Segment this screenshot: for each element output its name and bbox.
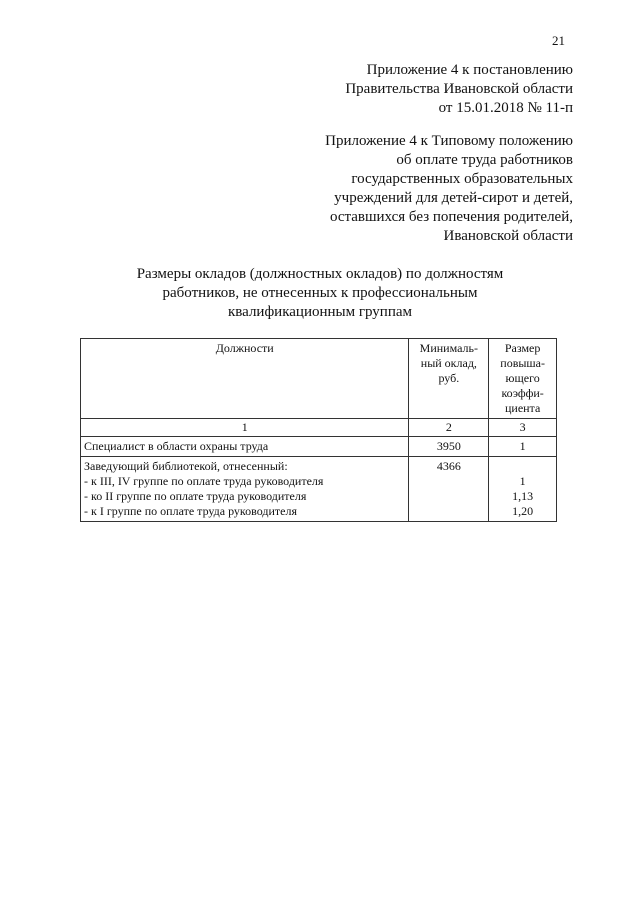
column-number: 3: [489, 419, 557, 437]
appendix-line: от 15.01.2018 № 11-п: [438, 100, 573, 116]
salary-cell: 4366: [409, 457, 489, 522]
appendix-line: об оплате труда работников: [396, 152, 573, 168]
header-coefficient-line: ющего: [505, 371, 540, 385]
position-line: - ко II группе по оплате труда руководителя: [84, 489, 307, 503]
appendix-resolution-note: [345, 61, 573, 118]
page-number: 21: [552, 33, 565, 48]
header-salary: [409, 339, 489, 419]
header-coefficient-line: циента: [504, 401, 541, 415]
appendix-line: Приложение 4 к постановлению: [366, 62, 573, 78]
header-salary-line: Минималь-: [419, 341, 479, 355]
appendix-line: Приложение 4 к Типовому положению: [325, 133, 573, 149]
table-header-row: [81, 339, 557, 419]
title-line: квалификационным группам: [227, 304, 413, 320]
salary-table: [80, 338, 557, 522]
header-coefficient-line: Размер: [504, 341, 541, 355]
appendix-line: Правительства Ивановской области: [345, 81, 573, 97]
position-line: - к III, IV группе по оплате труда руководителя: [84, 474, 324, 488]
title-line: работников, не отнесенных к профессиональным: [162, 285, 478, 301]
coefficient-cell: [489, 457, 557, 522]
appendix-line: учреждений для детей-сирот и детей,: [334, 190, 573, 206]
position-line: Заведующий библиотекой, отнесенный:: [84, 459, 288, 473]
coefficient-line: 1: [519, 474, 526, 488]
appendix-regulation-note: [325, 132, 573, 246]
coefficient-line: [492, 459, 553, 474]
column-number: 2: [409, 419, 489, 437]
table-row: [81, 457, 557, 522]
position-cell: [81, 457, 409, 522]
header-position: Должности: [81, 339, 409, 419]
title-line: Размеры окладов (должностных окладов) по должностям: [136, 266, 504, 282]
coefficient-line: 1,13: [512, 489, 534, 503]
position-cell: Специалист в области охраны труда: [81, 437, 409, 457]
appendix-line: государственных образовательных: [351, 171, 573, 187]
coefficient-cell: 1: [489, 437, 557, 457]
header-coefficient-line: коэффи-: [501, 386, 544, 400]
header-salary-line: ный оклад,: [420, 356, 477, 370]
coefficient-line: 1,20: [512, 504, 534, 518]
appendix-line: оставшихся без попечения родителей,: [329, 209, 573, 225]
column-number: 1: [81, 419, 409, 437]
header-coefficient: [489, 339, 557, 419]
table-row: [81, 437, 557, 457]
salary-cell: 3950: [409, 437, 489, 457]
document-title: [0, 265, 640, 322]
appendix-line: Ивановской области: [443, 228, 573, 244]
column-number-row: [81, 419, 557, 437]
position-line: - к I группе по оплате труда руководителя: [84, 504, 297, 518]
header-coefficient-line: повыша-: [500, 356, 545, 370]
header-salary-line: руб.: [438, 371, 460, 385]
